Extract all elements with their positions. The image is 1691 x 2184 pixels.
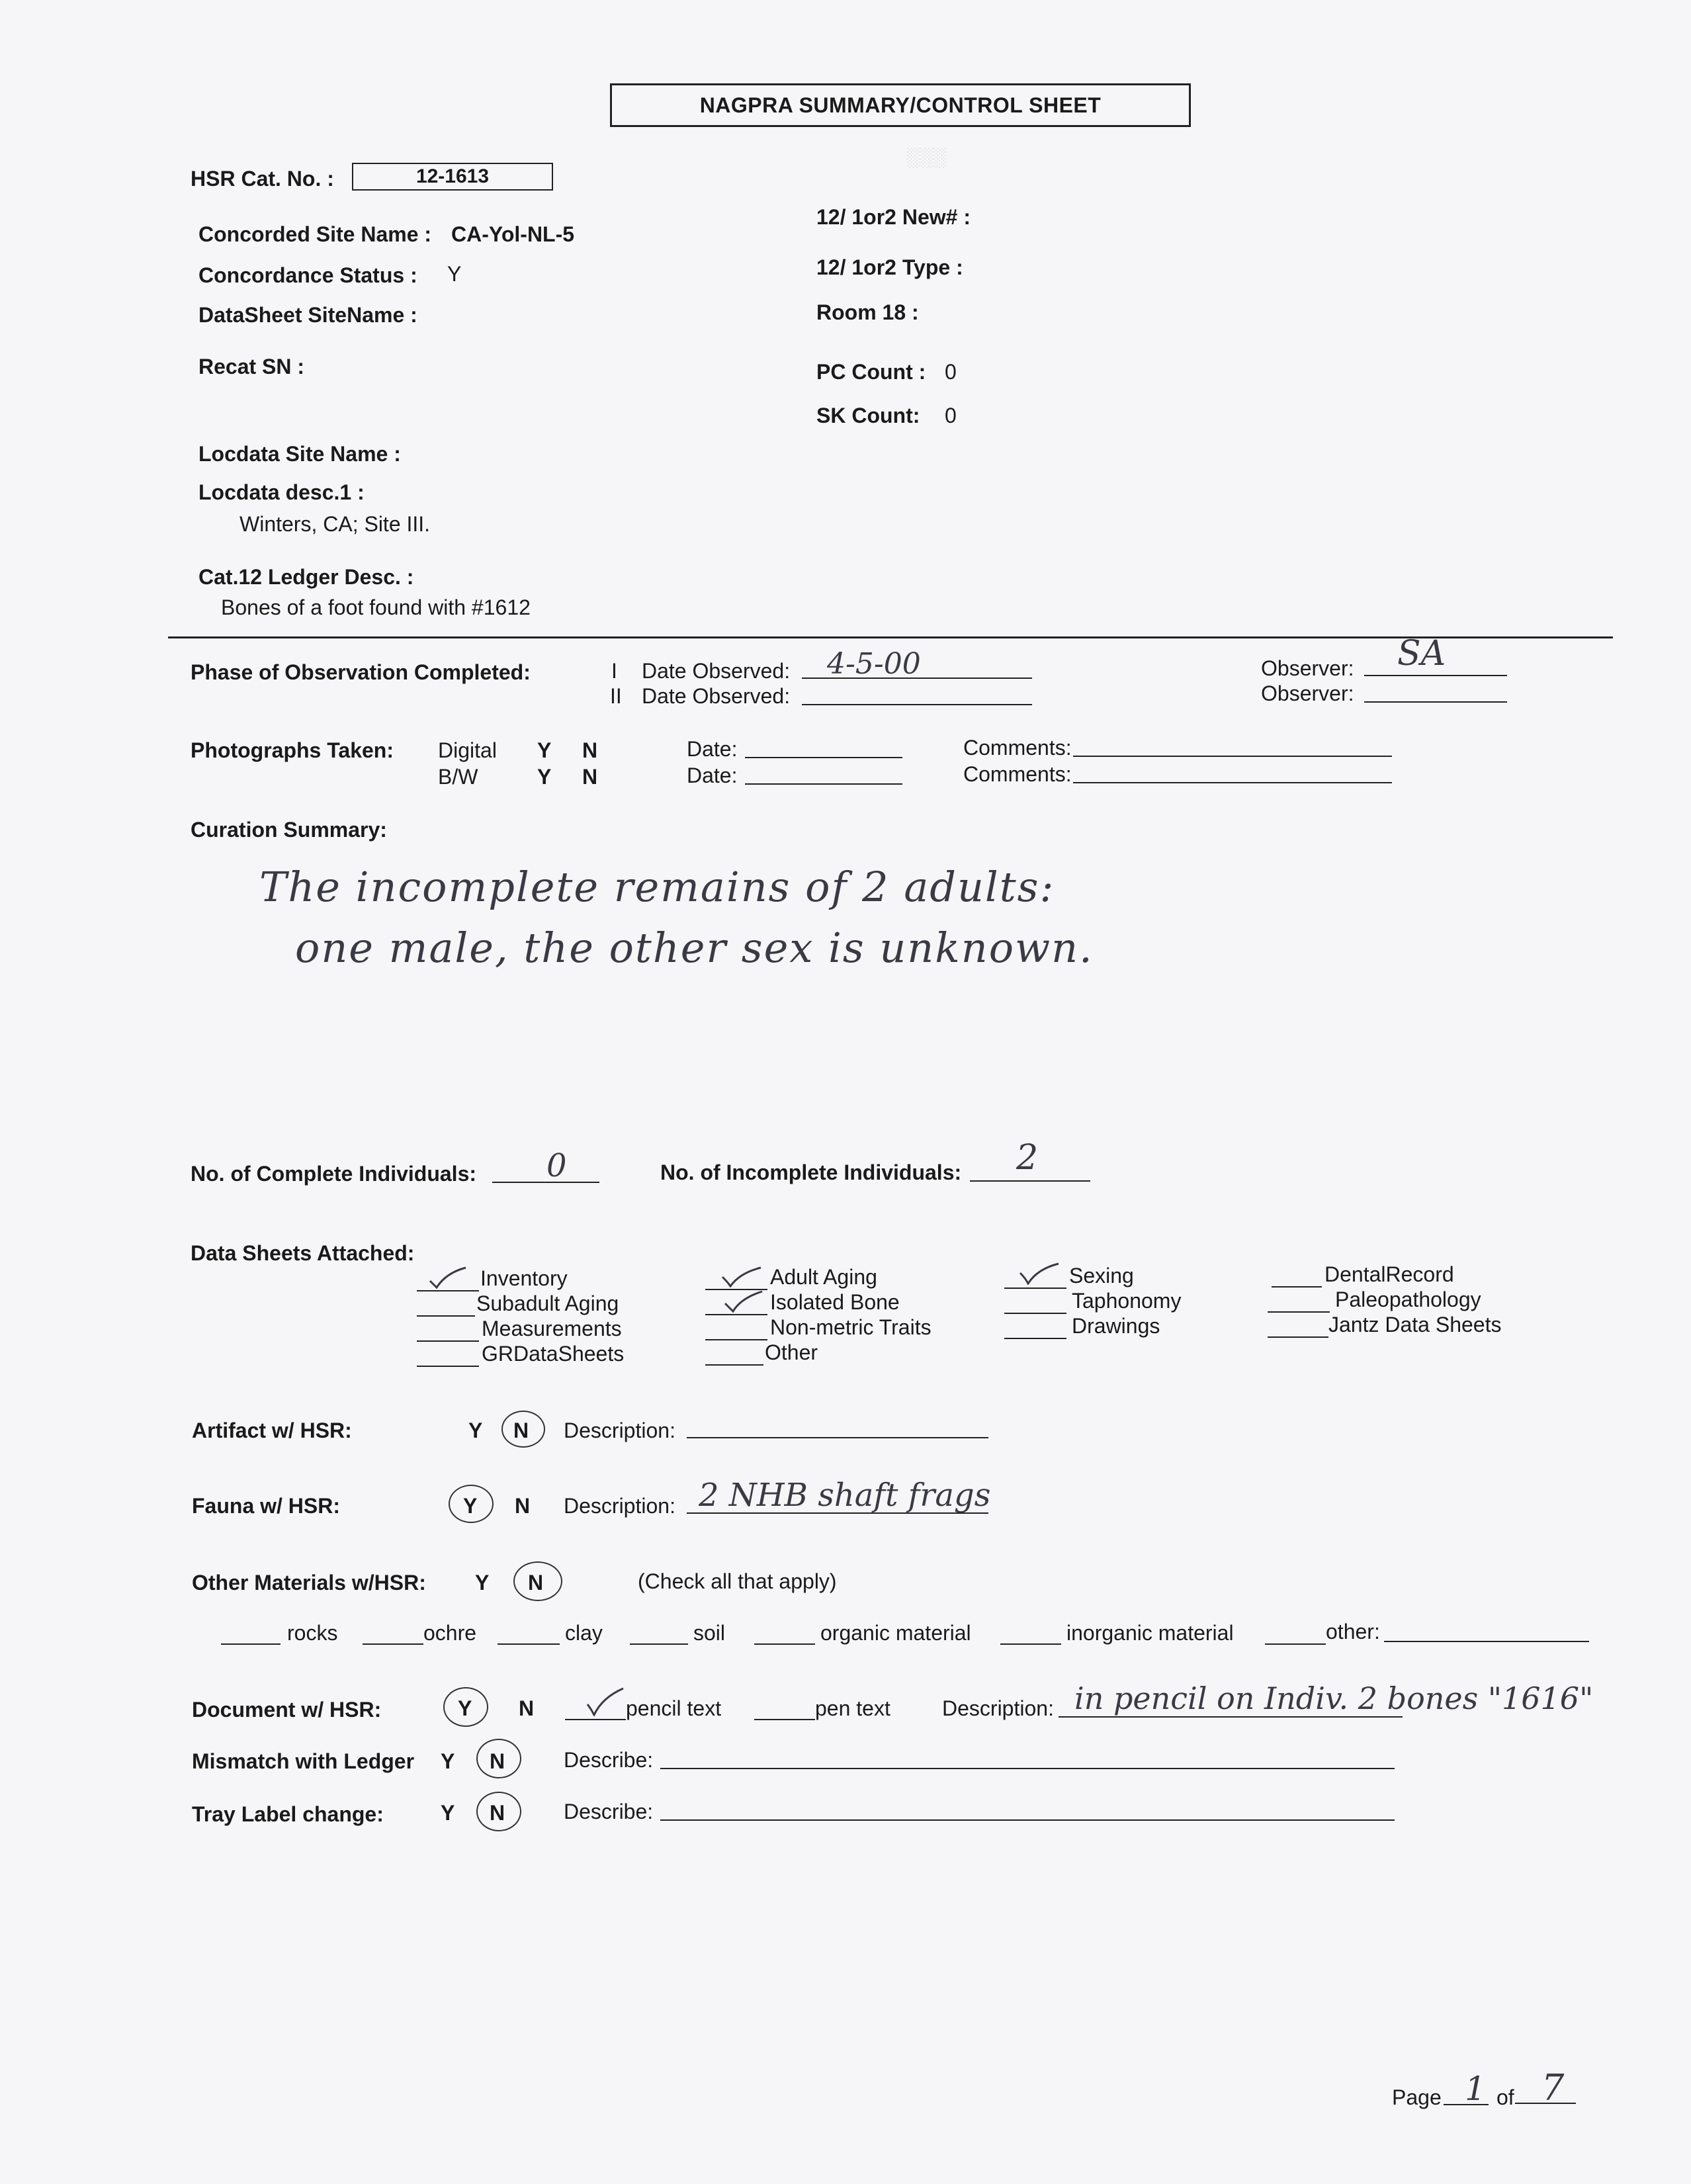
other-sheet-blank[interactable] xyxy=(705,1364,763,1366)
locdata-site-label: Locdata Site Name : xyxy=(198,442,401,466)
mismatch-describe-label: Describe: xyxy=(564,1748,654,1772)
photo-bw-label: B/W xyxy=(438,765,478,789)
complete-individuals-value: 0 xyxy=(546,1147,567,1184)
non-metric-traits-label: Non-metric Traits xyxy=(770,1315,932,1339)
photo-digital-label: Digital xyxy=(438,738,497,762)
artifact-no-circle xyxy=(501,1411,545,1448)
pencil-text-label: pencil text xyxy=(626,1696,722,1720)
dental-record-label: DentalRecord xyxy=(1324,1262,1454,1286)
ledger-desc-label: Cat.12 Ledger Desc. : xyxy=(198,565,414,589)
photo-digital-no: N xyxy=(582,738,598,762)
adult-aging-check-icon xyxy=(720,1264,762,1288)
date-observed-1-label: Date Observed: xyxy=(642,659,791,683)
pen-text-label: pen text xyxy=(815,1696,890,1720)
observer-2-label: Observer: xyxy=(1261,681,1354,705)
datasheet-site-label: DataSheet SiteName : xyxy=(198,303,417,327)
drawings-blank[interactable] xyxy=(1004,1338,1066,1339)
locdata-desc-label: Locdata desc.1 : xyxy=(198,480,365,504)
concordance-status-label: Concordance Status : xyxy=(198,263,417,287)
check-all-note: (Check all that apply) xyxy=(638,1569,837,1593)
taphonomy-label: Taphonomy xyxy=(1072,1289,1182,1313)
page-label: Page xyxy=(1392,2085,1442,2109)
photo-comments-1-label: Comments: xyxy=(963,736,1072,760)
mismatch-no-circle xyxy=(476,1739,521,1778)
sexing-label: Sexing xyxy=(1069,1264,1134,1288)
photo-date-1-line xyxy=(745,757,902,758)
other-material-blank[interactable] xyxy=(1265,1643,1326,1645)
observer-1-label: Observer: xyxy=(1261,656,1354,680)
other-sheet-label: Other xyxy=(765,1340,818,1364)
photo-comments-2-line xyxy=(1073,782,1392,783)
curation-summary-line-1: The incomplete remains of 2 adults: xyxy=(259,863,1055,911)
bleed-through-mark: ░░░ xyxy=(906,147,946,167)
organic-material-label: organic material xyxy=(820,1621,971,1645)
incomplete-individuals-label: No. of Incomplete Individuals: xyxy=(660,1160,962,1184)
section-divider xyxy=(168,636,1613,638)
page-total: 7 xyxy=(1541,2067,1565,2109)
observer-1-initials: SA xyxy=(1397,634,1446,674)
pen-text-blank[interactable] xyxy=(754,1719,815,1720)
pencil-text-blank[interactable] xyxy=(565,1719,626,1720)
other-material-label: other: xyxy=(1326,1620,1380,1643)
fauna-description-value: 2 NHB shaft frags xyxy=(699,1477,991,1514)
inventory-blank[interactable] xyxy=(417,1290,479,1291)
concorded-site-value: CA-Yol-NL-5 xyxy=(451,222,575,246)
observer-1-line xyxy=(1364,675,1507,676)
paleopathology-blank[interactable] xyxy=(1268,1311,1330,1313)
inorganic-material-label: inorganic material xyxy=(1066,1621,1234,1645)
measurements-blank[interactable] xyxy=(417,1340,479,1342)
document-no: N xyxy=(519,1696,535,1720)
fauna-yes-circle xyxy=(449,1485,494,1523)
isolated-bone-blank[interactable] xyxy=(705,1314,767,1315)
artifact-yes: Y xyxy=(468,1419,483,1442)
measurements-label: Measurements xyxy=(482,1317,622,1340)
photo-date-2-label: Date: xyxy=(687,764,738,787)
sk-count-value: 0 xyxy=(945,404,957,427)
recat-label: Recat SN : xyxy=(198,355,305,378)
pc-count-value: 0 xyxy=(945,360,957,384)
photo-date-1-label: Date: xyxy=(687,737,738,761)
curation-summary-label: Curation Summary: xyxy=(191,818,387,842)
fauna-description-label: Description: xyxy=(564,1494,675,1518)
soil-label: soil xyxy=(693,1621,726,1645)
mismatch-describe-line xyxy=(660,1768,1395,1769)
other-materials-no: N xyxy=(528,1571,544,1594)
adult-aging-label: Adult Aging xyxy=(770,1265,877,1289)
observer-2-line xyxy=(1364,701,1507,703)
rocks-label: rocks xyxy=(287,1621,338,1645)
grdatasheets-blank[interactable] xyxy=(417,1366,479,1367)
tray-describe-line xyxy=(660,1819,1395,1821)
tray-no: N xyxy=(490,1801,505,1825)
ochre-label: ochre xyxy=(423,1621,477,1645)
tray-describe-label: Describe: xyxy=(564,1800,654,1823)
mismatch-no: N xyxy=(490,1749,505,1773)
photo-bw-yes: Y xyxy=(537,765,552,789)
artifact-no: N xyxy=(513,1419,529,1442)
subadult-aging-blank[interactable] xyxy=(417,1315,475,1317)
mismatch-label: Mismatch with Ledger xyxy=(192,1749,415,1773)
sexing-blank[interactable] xyxy=(1004,1288,1066,1289)
taphonomy-blank[interactable] xyxy=(1004,1313,1066,1314)
form-title: NAGPRA SUMMARY/CONTROL SHEET xyxy=(610,83,1191,127)
curation-summary-line-2: one male, the other sex is unknown. xyxy=(295,924,1094,972)
fauna-description-line xyxy=(687,1512,988,1514)
new-number-label: 12/ 1or2 New# : xyxy=(816,205,971,229)
concordance-status-value: Y xyxy=(447,262,462,286)
page-number-line xyxy=(1444,2104,1489,2105)
ochre-blank[interactable] xyxy=(363,1643,423,1645)
photo-comments-1-line xyxy=(1073,756,1392,757)
other-material-line xyxy=(1384,1641,1589,1642)
fauna-yes: Y xyxy=(463,1494,478,1518)
photo-digital-yes: Y xyxy=(537,738,552,762)
type-label: 12/ 1or2 Type : xyxy=(816,255,963,279)
page-total-line xyxy=(1515,2103,1576,2104)
document-yes: Y xyxy=(458,1696,472,1720)
room-label: Room 18 : xyxy=(816,300,919,324)
paleopathology-label: Paleopathology xyxy=(1335,1288,1481,1311)
artifact-label: Artifact w/ HSR: xyxy=(192,1419,352,1442)
soil-blank[interactable] xyxy=(630,1643,688,1645)
concorded-site-label: Concorded Site Name : xyxy=(198,222,432,246)
tray-label: Tray Label change: xyxy=(192,1802,384,1826)
phase-one-label: I xyxy=(611,659,617,683)
ledger-desc-value: Bones of a foot found with #1612 xyxy=(221,595,531,619)
inventory-label: Inventory xyxy=(480,1266,568,1290)
of-label: of xyxy=(1496,2085,1514,2109)
clay-blank[interactable] xyxy=(498,1643,560,1645)
jantz-data-sheets-label: Jantz Data Sheets xyxy=(1328,1313,1502,1336)
other-materials-no-circle xyxy=(513,1561,562,1601)
grdatasheets-label: GRDataSheets xyxy=(482,1342,625,1366)
inventory-check-icon xyxy=(427,1265,467,1289)
observation-label: Phase of Observation Completed: xyxy=(191,660,531,684)
pencil-text-check-icon xyxy=(585,1686,625,1716)
document-yes-circle xyxy=(443,1687,488,1727)
document-description-label: Description: xyxy=(942,1696,1054,1720)
clay-label: clay xyxy=(565,1621,603,1645)
non-metric-traits-blank[interactable] xyxy=(705,1339,767,1340)
inorganic-material-blank[interactable] xyxy=(1000,1643,1061,1645)
document-label: Document w/ HSR: xyxy=(192,1698,382,1722)
organic-material-blank[interactable] xyxy=(754,1643,815,1645)
locdata-desc-value: Winters, CA; Site III. xyxy=(239,512,431,536)
document-description-line xyxy=(1059,1716,1403,1718)
date-observed-2-label: Date Observed: xyxy=(642,684,791,708)
subadult-aging-label: Subadult Aging xyxy=(476,1291,619,1315)
phase-two-label: II xyxy=(610,684,622,708)
pc-count-label: PC Count : xyxy=(816,360,926,384)
drawings-label: Drawings xyxy=(1072,1314,1160,1338)
incomplete-individuals-value: 2 xyxy=(1016,1138,1039,1178)
hsr-cat-value: 12-1613 xyxy=(352,163,553,191)
hsr-cat-label: HSR Cat. No. : xyxy=(191,167,334,191)
photo-bw-no: N xyxy=(582,765,598,789)
photographs-label: Photographs Taken: xyxy=(191,738,394,762)
dental-record-blank[interactable] xyxy=(1272,1286,1322,1288)
data-sheets-label: Data Sheets Attached: xyxy=(191,1241,415,1265)
photo-comments-2-label: Comments: xyxy=(963,762,1072,786)
artifact-description-line xyxy=(687,1437,988,1438)
incomplete-individuals-line xyxy=(970,1180,1090,1182)
date-observed-1-value: 4-5-00 xyxy=(827,647,921,681)
other-materials-yes: Y xyxy=(475,1571,490,1594)
rocks-blank[interactable] xyxy=(221,1643,281,1645)
mismatch-yes: Y xyxy=(441,1749,455,1773)
tray-yes: Y xyxy=(441,1801,455,1825)
artifact-description-label: Description: xyxy=(564,1419,675,1442)
page-number: 1 xyxy=(1465,2070,1486,2108)
jantz-data-sheets-blank[interactable] xyxy=(1268,1336,1328,1338)
document-description-value: in pencil on Indiv. 2 bones "1616" xyxy=(1074,1681,1594,1716)
other-materials-label: Other Materials w/HSR: xyxy=(192,1571,426,1594)
fauna-label: Fauna w/ HSR: xyxy=(192,1494,341,1518)
fauna-no: N xyxy=(515,1494,531,1518)
sexing-check-icon xyxy=(1018,1261,1060,1285)
tray-no-circle xyxy=(476,1792,521,1831)
sk-count-label: SK Count: xyxy=(816,404,920,427)
complete-individuals-label: No. of Complete Individuals: xyxy=(191,1162,477,1186)
complete-individuals-line xyxy=(492,1182,599,1183)
date-observed-1-line xyxy=(802,677,1032,679)
isolated-bone-check-icon xyxy=(722,1289,763,1313)
photo-date-2-line xyxy=(745,783,902,785)
date-observed-2-line xyxy=(802,704,1032,705)
isolated-bone-label: Isolated Bone xyxy=(770,1290,900,1314)
